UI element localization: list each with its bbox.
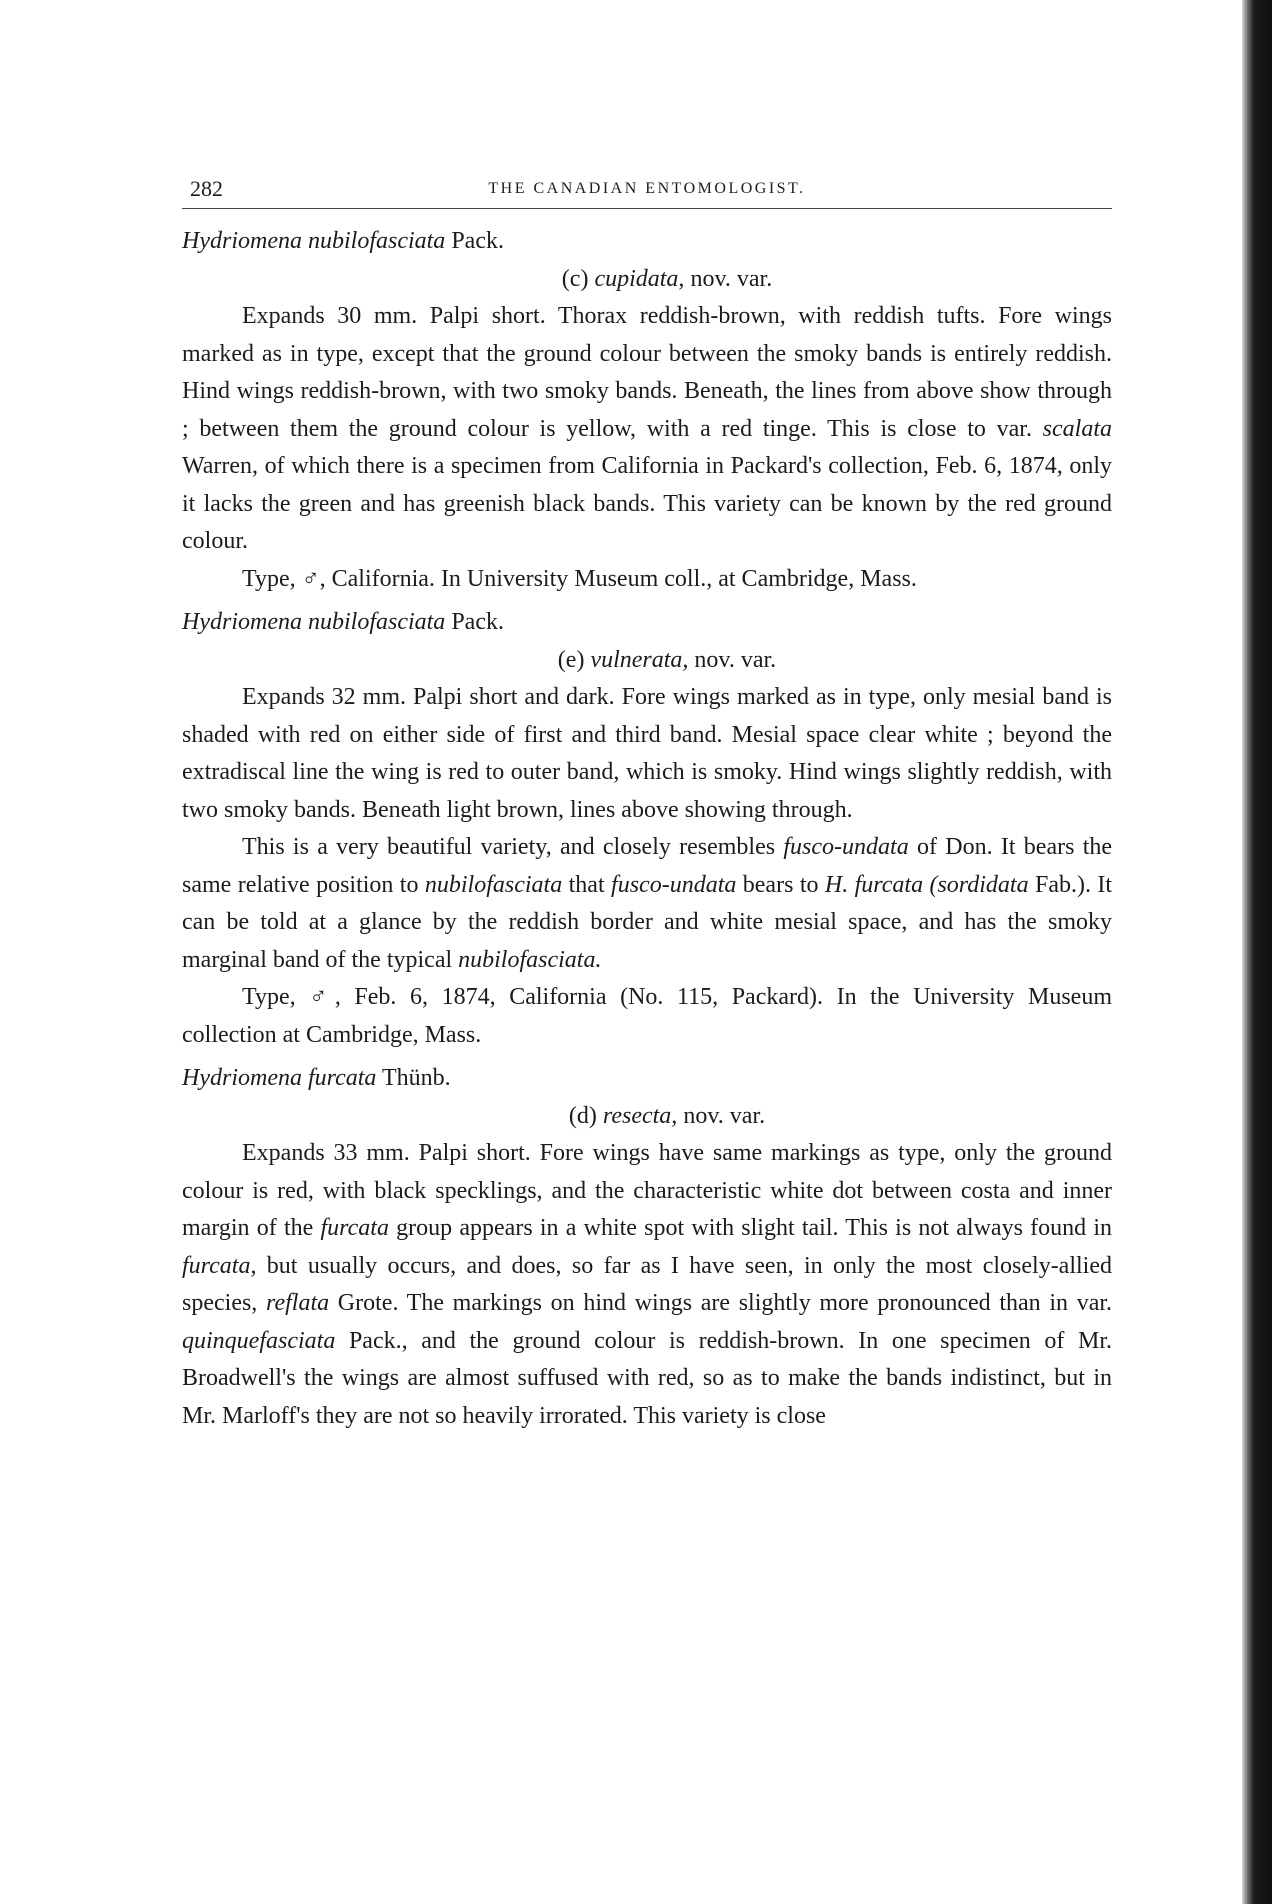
- book-spine-shadow: [1242, 0, 1272, 1904]
- description-paragraph: [182, 298, 1112, 561]
- text-run: Warren, of which there is a specimen from California in Packard's collection, Feb. 6, 1874, only it lacks the green and has greenish black bands. This variety can be known by the red ground colour.: [182, 453, 1112, 554]
- variety-suffix: nov. var.: [683, 1102, 766, 1129]
- italic-taxon: fusco-undata: [783, 834, 909, 860]
- text-run: Expands 33 mm. Palpi short. Fore wings have same markings as type, only the ground colour is red, with black specklings, and the characteristic white dot between costa and inner margin of the: [182, 1140, 1112, 1241]
- text-run: group appears in a white spot with slight tail. This is not always found in: [396, 1215, 1113, 1241]
- text-run: Expands 30 mm. Palpi short. Thorax reddish-brown, with reddish tufts. Fore wings marked as in type, except that the ground colour between the smoky bands is entirely reddish. Hind wings reddish-brown, with two smoky bands. Beneath, the lines from above show through ; between them the ground colour is yellow, with a red tinge. This is close to var.: [182, 303, 1112, 442]
- text-run: This is a very beautiful variety, and closely resembles: [242, 834, 776, 860]
- species-heading: [182, 223, 1112, 261]
- italic-taxon: scalata: [1042, 415, 1112, 442]
- italic-taxon: furcata,: [182, 1252, 257, 1279]
- description-paragraph: [182, 1135, 1112, 1435]
- species-author: Pack.: [451, 228, 504, 254]
- variety-letter: (e): [557, 646, 585, 673]
- variety-heading: [182, 261, 1112, 299]
- species-heading: [182, 604, 1112, 642]
- italic-taxon: reflata: [266, 1290, 330, 1316]
- comparison-paragraph: [182, 829, 1112, 979]
- text-run: of Don. It bears the same relative position to: [182, 834, 1113, 898]
- variety-heading: [182, 1098, 1112, 1136]
- text-run: bears to: [742, 871, 819, 898]
- species-author: Pack.: [451, 609, 504, 635]
- text-run: Pack., and the ground colour is reddish-brown. In one specimen of Mr. Broadwell's the wings are almost suffused with red, so as to make the bands indistinct, but in Mr. Marloff's they are not so heavily irrorated. This variety is close: [182, 1327, 1112, 1429]
- species-name: Hydriomena furcata: [182, 1065, 377, 1091]
- italic-taxon: furcata: [320, 1215, 389, 1241]
- page: [182, 174, 1112, 1435]
- page-header: [182, 174, 1112, 209]
- variety-letter: (d): [568, 1102, 597, 1129]
- variety-name: vulnerata,: [590, 646, 689, 673]
- species-author: Thünb.: [382, 1065, 451, 1091]
- page-number: 282: [190, 176, 223, 201]
- type-paragraph: Type, ♂, California. In University Museum coll., at Cambridge, Mass.: [242, 565, 917, 592]
- italic-taxon: H. furcata (sordidata: [824, 871, 1029, 898]
- italic-taxon: nubilofasciata: [424, 871, 563, 898]
- variety-letter: (c): [561, 265, 589, 292]
- italic-taxon: fusco-undata: [611, 871, 737, 898]
- variety-suffix: nov. var.: [690, 265, 773, 292]
- variety-heading: [182, 642, 1112, 680]
- species-name: Hydriomena nubilofasciata: [182, 609, 446, 635]
- italic-taxon: quinquefasciata: [182, 1327, 336, 1354]
- article-body: [182, 223, 1112, 1435]
- text-run: Fab.). It can be told at a glance by the reddish border and white mesial space, and has the smoky marginal band of the typical: [182, 871, 1113, 973]
- description-paragraph: Expands 32 mm. Palpi short and dark. Fore wings marked as in type, only mesial band is shaded with red on either side of first and third band. Mesial space clear white ; beyond the extradiscal line the wing is red to outer band, which is smoky. Hind wings slightly reddish, with two smoky bands. Beneath light brown, lines above showing through.: [182, 684, 1112, 823]
- italic-taxon: nubilofasciata.: [458, 946, 602, 973]
- text-run: Grote. The markings on hind wings are slightly more pronounced than in var.: [337, 1290, 1113, 1316]
- running-title: THE CANADIAN ENTOMOLOGIST.: [488, 180, 806, 197]
- variety-name: resecta,: [602, 1102, 678, 1129]
- text-run: but usually occurs, and does, so far as I have seen, in only the most closely-allied species,: [182, 1252, 1112, 1316]
- species-heading: [182, 1060, 1112, 1098]
- variety-suffix: nov. var.: [694, 646, 777, 673]
- type-paragraph: Type, ♂, Feb. 6, 1874, California (No. 115, Packard). In the University Museum collection at Cambridge, Mass.: [182, 984, 1112, 1048]
- species-name: Hydriomena nubilofasciata: [182, 228, 446, 254]
- variety-name: cupidata,: [594, 265, 685, 292]
- text-run: that: [568, 871, 605, 898]
